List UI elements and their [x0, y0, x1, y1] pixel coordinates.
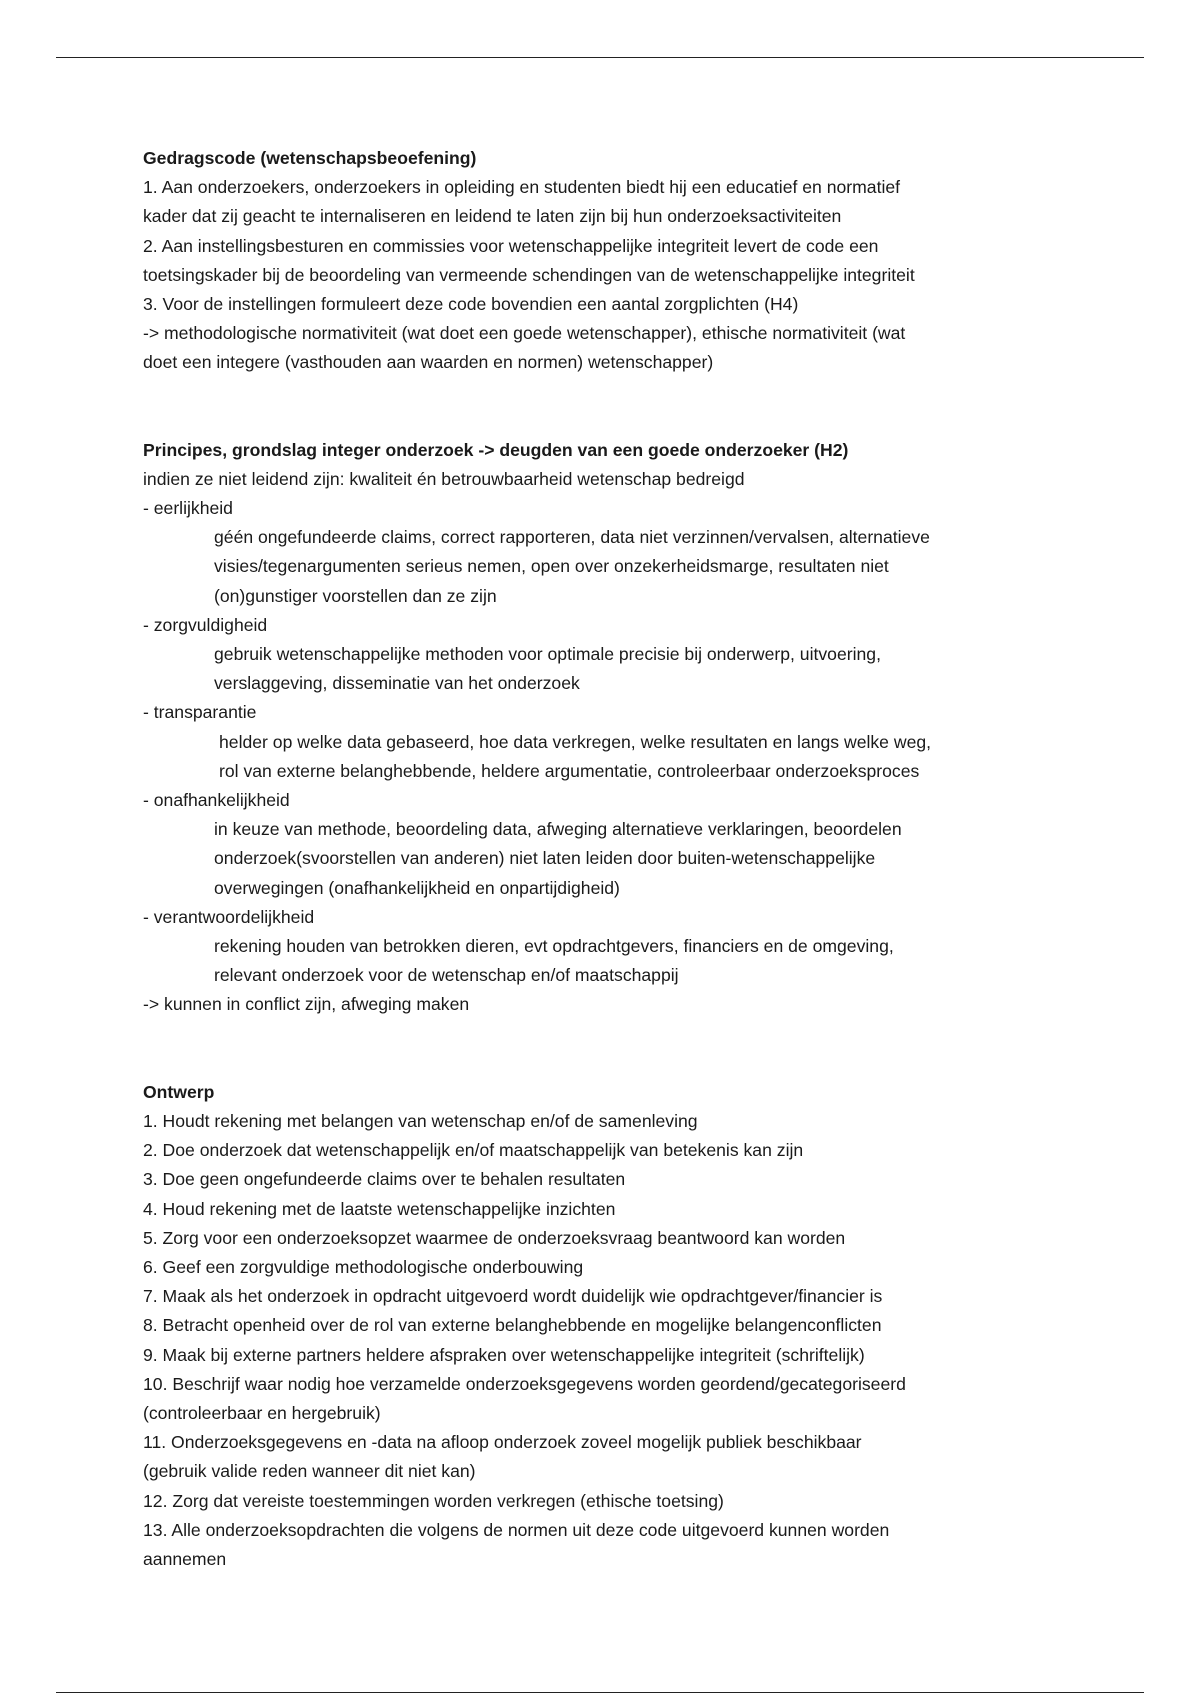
list-item: 10. Beschrijf waar nodig hoe verzamelde onderzoeksgegevens worden geordend/gecategoriseerd: [143, 1373, 906, 1394]
list-item: 12. Zorg dat vereiste toestemmingen worden verkregen (ethische toetsing): [143, 1490, 724, 1511]
principle-detail: rekening houden van betrokken dieren, evt opdrachtgevers, financiers en de omgeving,: [214, 936, 894, 957]
list-item: 9. Maak bij externe partners heldere afspraken over wetenschappelijke integriteit (schriftelijk): [143, 1344, 865, 1365]
section-heading-principes: Principes, grondslag integer onderzoek -> deugden van een goede onderzoeker (H2): [143, 439, 849, 460]
section-heading-ontwerp: Ontwerp: [143, 1081, 215, 1102]
principle-label: - eerlijkheid: [143, 498, 233, 519]
principle-detail: relevant onderzoek voor de wetenschap en/of maatschappij: [214, 965, 679, 986]
principle-label: - zorgvuldigheid: [143, 614, 268, 635]
principle-label: - transparantie: [143, 702, 257, 723]
list-item: 8. Betracht openheid over de rol van externe belanghebbende en mogelijke belangenconflicten: [143, 1315, 882, 1336]
list-item: 6. Geef een zorgvuldige methodologische onderbouwing: [143, 1256, 584, 1277]
list-item: 4. Houd rekening met de laatste wetenschappelijke inzichten: [143, 1198, 616, 1219]
principle-verantwoordelijkheid: [143, 903, 1083, 991]
list-item: 2. Doe onderzoek dat wetenschappelijk en/of maatschappelijk van betekenis kan zijn: [143, 1140, 804, 1161]
section-intro: indien ze niet leidend zijn: kwaliteit én betrouwbaarheid wetenschap bedreigd: [143, 468, 745, 489]
principle-detail: onderzoek(svoorstellen van anderen) niet laten leiden door buiten-wetenschappelijke: [214, 848, 876, 869]
list-item-continuation: (gebruik valide reden wanneer dit niet kan): [143, 1461, 476, 1482]
top-rule: [56, 57, 1144, 58]
section-gedragscode: [143, 144, 1083, 378]
section-conclusion: -> kunnen in conflict zijn, afweging maken: [143, 994, 470, 1015]
principle-detail: in keuze van methode, beoordeling data, afweging alternatieve verklaringen, beoordelen: [214, 819, 902, 840]
list-item: 11. Onderzoeksgegevens en -data na afloop onderzoek zoveel mogelijk publiek beschikbaar: [143, 1432, 862, 1453]
principle-detail: rol van externe belanghebbende, heldere argumentatie, controleerbaar onderzoeksproces: [219, 760, 920, 781]
list-item-continuation: (controleerbaar en hergebruik): [143, 1402, 381, 1423]
list-item: 3. Doe geen ongefundeerde claims over te behalen resultaten: [143, 1169, 626, 1190]
list-item-continuation: aannemen: [143, 1548, 227, 1569]
text-line: 3. Voor de instellingen formuleert deze code bovendien een aantal zorgplichten (H4): [143, 294, 799, 315]
list-item: 5. Zorg voor een onderzoeksopzet waarmee de onderzoeksvraag beantwoord kan worden: [143, 1227, 846, 1248]
principle-detail: (on)gunstiger voorstellen dan ze zijn: [214, 585, 497, 606]
section-ontwerp: [143, 1078, 1083, 1574]
list-item: 13. Alle onderzoeksopdrachten die volgens de normen uit deze code uitgevoerd kunnen worden: [143, 1519, 890, 1540]
section-principes: [143, 436, 1083, 1020]
text-line: toetsingskader bij de beoordeling van vermeende schendingen van de wetenschappelijke integriteit: [143, 264, 915, 285]
principle-detail: géén ongefundeerde claims, correct rapporteren, data niet verzinnen/vervalsen, alternatieve: [214, 527, 930, 548]
list-item: 7. Maak als het onderzoek in opdracht uitgevoerd wordt duidelijk wie opdrachtgever/financier is: [143, 1286, 883, 1307]
text-line: doet een integere (vasthouden aan waarden en normen) wetenschapper): [143, 352, 714, 373]
text-line: -> methodologische normativiteit (wat doet een goede wetenschapper), ethische normativiteit (wat: [143, 323, 906, 344]
list-item: 1. Houdt rekening met belangen van wetenschap en/of de samenleving: [143, 1110, 698, 1131]
principle-label: - verantwoordelijkheid: [143, 906, 315, 927]
text-line: 1. Aan onderzoekers, onderzoekers in opleiding en studenten biedt hij een educatief en normatief: [143, 177, 901, 198]
principle-transparantie: [143, 698, 1083, 786]
text-line: 2. Aan instellingsbesturen en commissies voor wetenschappelijke integriteit levert de code een: [143, 235, 879, 256]
principle-detail: verslaggeving, disseminatie van het onderzoek: [214, 673, 580, 694]
principle-detail: overwegingen (onafhankelijkheid en onpartijdigheid): [214, 877, 620, 898]
principle-label: - onafhankelijkheid: [143, 790, 290, 811]
principle-zorgvuldigheid: [143, 611, 1083, 699]
principle-detail: helder op welke data gebaseerd, hoe data verkregen, welke resultaten en langs welke weg,: [219, 731, 932, 752]
text-line: kader dat zij geacht te internaliseren en leidend te laten zijn bij hun onderzoeksactiviteiten: [143, 206, 842, 227]
principle-eerlijkheid: [143, 494, 1083, 611]
document-body: [143, 144, 1083, 1574]
principle-detail: gebruik wetenschappelijke methoden voor optimale precisie bij onderwerp, uitvoering,: [214, 644, 881, 665]
bottom-rule: [56, 1692, 1144, 1693]
principle-onafhankelijkheid: [143, 786, 1083, 903]
section-heading-gedragscode: Gedragscode (wetenschapsbeoefening): [143, 148, 477, 168]
principle-detail: visies/tegenargumenten serieus nemen, open over onzekerheidsmarge, resultaten niet: [214, 556, 889, 577]
